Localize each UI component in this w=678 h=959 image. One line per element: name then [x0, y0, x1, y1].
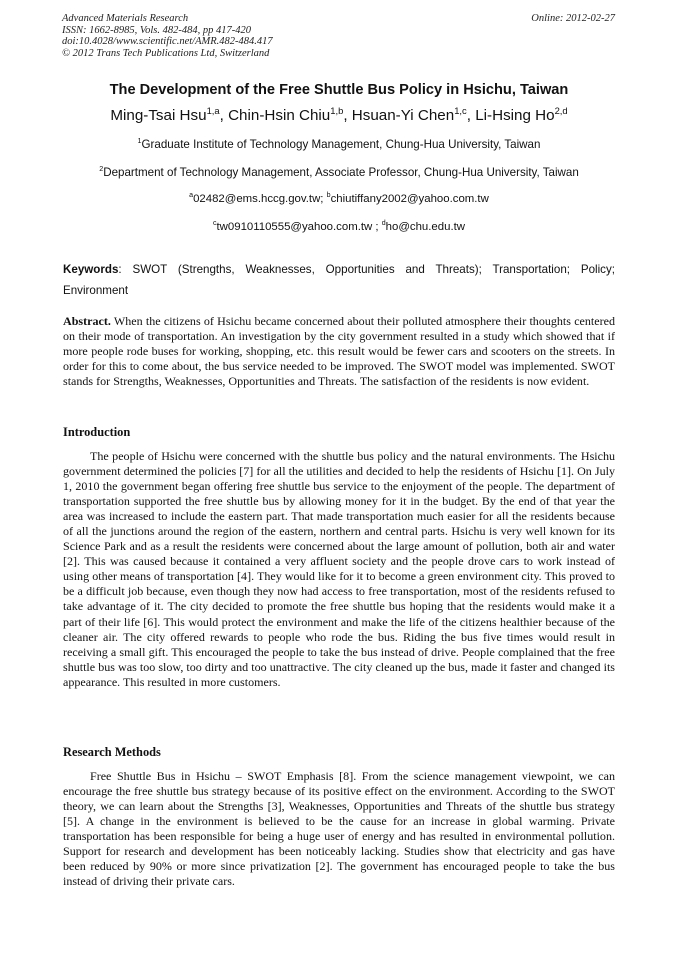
abstract-text: When the citizens of Hsichu became concerned about their polluted atmosphere their thoughts centered on their mode of transportation. An investigation by the city government resulted in a study which showed that if more people rode buses for working, shopping, etc. this result would be fewer cars and scooters on the streets. In order for this to come about, the bus service needed to be improved. The SWOT model was implemented. SWOT stands for Strengths, Weaknesses, Opportunities and Threats. The satisfaction of the residents is now evident.: [63, 314, 615, 389]
email-line-2: [20, 221, 658, 233]
running-header: [62, 13, 615, 59]
author-affil-mark: 1,c: [454, 104, 467, 116]
email-address[interactable]: tw0910110555@yahoo.com.tw ;: [216, 221, 379, 233]
author-separator: ,: [343, 107, 352, 124]
author-name: Li-Hsing Ho: [475, 107, 555, 124]
keywords-section: [63, 259, 615, 301]
affiliation-1: [20, 138, 658, 151]
affiliation-2: [20, 166, 658, 179]
research-methods-text: Free Shuttle Bus in Hsichu – SWOT Emphasis [8]. From the science management viewpoint, we can encourage the free shuttle bus strategy because of its positive effect on the environment. According to the SWOT theory, we can learn about the Strengths [3], Weaknesses, Opportunities and Threats of the shuttle bus strategy [5]. A change in the environment is believed to be the cause for an increase in global warming. Private transportation has been responsible for being a huge user of energy and has resulted in environmental pollution. Support for research and development has been noticeably lacking. Studies show that electricity and gas have been reduced by 90% or more since privatization [2]. The government has encouraged people to take the bus instead of driving their private cars.: [63, 769, 615, 889]
email-address[interactable]: 02482@ems.hccg.gov.tw;: [193, 193, 324, 205]
paper-title: The Development of the Free Shuttle Bus Policy in Hsichu, Taiwan: [109, 82, 569, 98]
issn-line: ISSN: 1662-8985, Vols. 482-484, pp 417-420: [62, 24, 251, 36]
keywords-label: Keywords: [63, 263, 119, 276]
research-methods-paragraph: [63, 769, 615, 889]
introduction-paragraph: [63, 449, 615, 690]
email-mark: b: [326, 192, 331, 200]
introduction-text: The people of Hsichu were concerned with the shuttle bus policy and the natural environments. The Hsichu government determined the policies [7] for all the utilities and decided to help the residents of Hsichu [1]. On July 1, 2010 the government began offering free shuttle bus service to the enjoyment of the people. The department of transportation supported the free shuttle bus by allowing money for it in the budget. By the end of that year the area was increased to include the eastern part. That made transportation much easier for all the residents because of all the junctions around the region of the eastern, northern and central parts. Hsichu is very well known for its Science Park and as a result the residents were concerned about the large amount of pollution, both air and water [2]. This was caused because it contained a very affluent society and the people drove cars to work instead of using other means of transportation [4]. They would like for it to become a green environment city. This proved to be a difficult job because, even though they now had access to free transportation, most of the residents refused to take advantage of it. The city decided to promote the free shuttle bus hoping that the residents would make it a part of their life [6]. This would protect the environment and make the life of the citizens healthier because of the cleaner air. The city offered rewards to people who rode the bus. Riding the bus five times would result in receiving a small gift. This encouraged the people to take the bus instead of drive. People complained that the free shuttle bus was too slow, too dirty and too unattractive. The city cleaned up the bus, made it faster and changed its appearance. This resulted in more customers.: [63, 449, 615, 689]
online-date: Online: 2012-02-27: [531, 13, 615, 24]
doi-line: doi:10.4028/www.scientific.net/AMR.482-484.417: [62, 36, 273, 48]
author-name: Ming-Tsai Hsu: [110, 107, 207, 124]
author-separator: ,: [466, 107, 476, 124]
email-line-1: [20, 193, 658, 205]
affiliation-text: Department of Technology Management, Associate Professor, Chung-Hua University, Taiwan: [103, 166, 579, 179]
author-affil-mark: 1,a: [206, 104, 220, 116]
introduction-heading: Introduction: [63, 425, 131, 439]
copyright-line: © 2012 Trans Tech Publications Ltd, Switzerland: [62, 47, 270, 59]
email-mark: c: [212, 220, 217, 228]
author-separator: ,: [219, 107, 229, 124]
email-mark: d: [381, 220, 386, 228]
author-affil-mark: 1,b: [330, 104, 344, 116]
journal-name: Advanced Materials Research: [62, 13, 189, 24]
affiliation-mark: 2: [99, 164, 104, 174]
author-name: Chin-Hsin Chiu: [228, 107, 331, 124]
research-methods-heading: Research Methods: [63, 745, 161, 759]
keywords-text: : SWOT (Strengths, Weaknesses, Opportunities and Threats); Transportation; Policy; Environment: [63, 263, 615, 297]
abstract-section: [63, 314, 615, 389]
author-list: [20, 104, 658, 124]
email-address[interactable]: ho@chu.edu.tw: [385, 221, 465, 233]
author-affil-mark: 2,d: [554, 104, 568, 116]
affiliation-text: Graduate Institute of Technology Management, Chung-Hua University, Taiwan: [141, 138, 541, 151]
author-name: Hsuan-Yi Chen: [351, 107, 455, 124]
affiliation-mark: 1: [137, 136, 142, 146]
email-mark: a: [189, 192, 194, 200]
abstract-label: Abstract.: [63, 314, 111, 328]
email-address[interactable]: chiutiffany2002@yahoo.com.tw: [330, 193, 489, 205]
